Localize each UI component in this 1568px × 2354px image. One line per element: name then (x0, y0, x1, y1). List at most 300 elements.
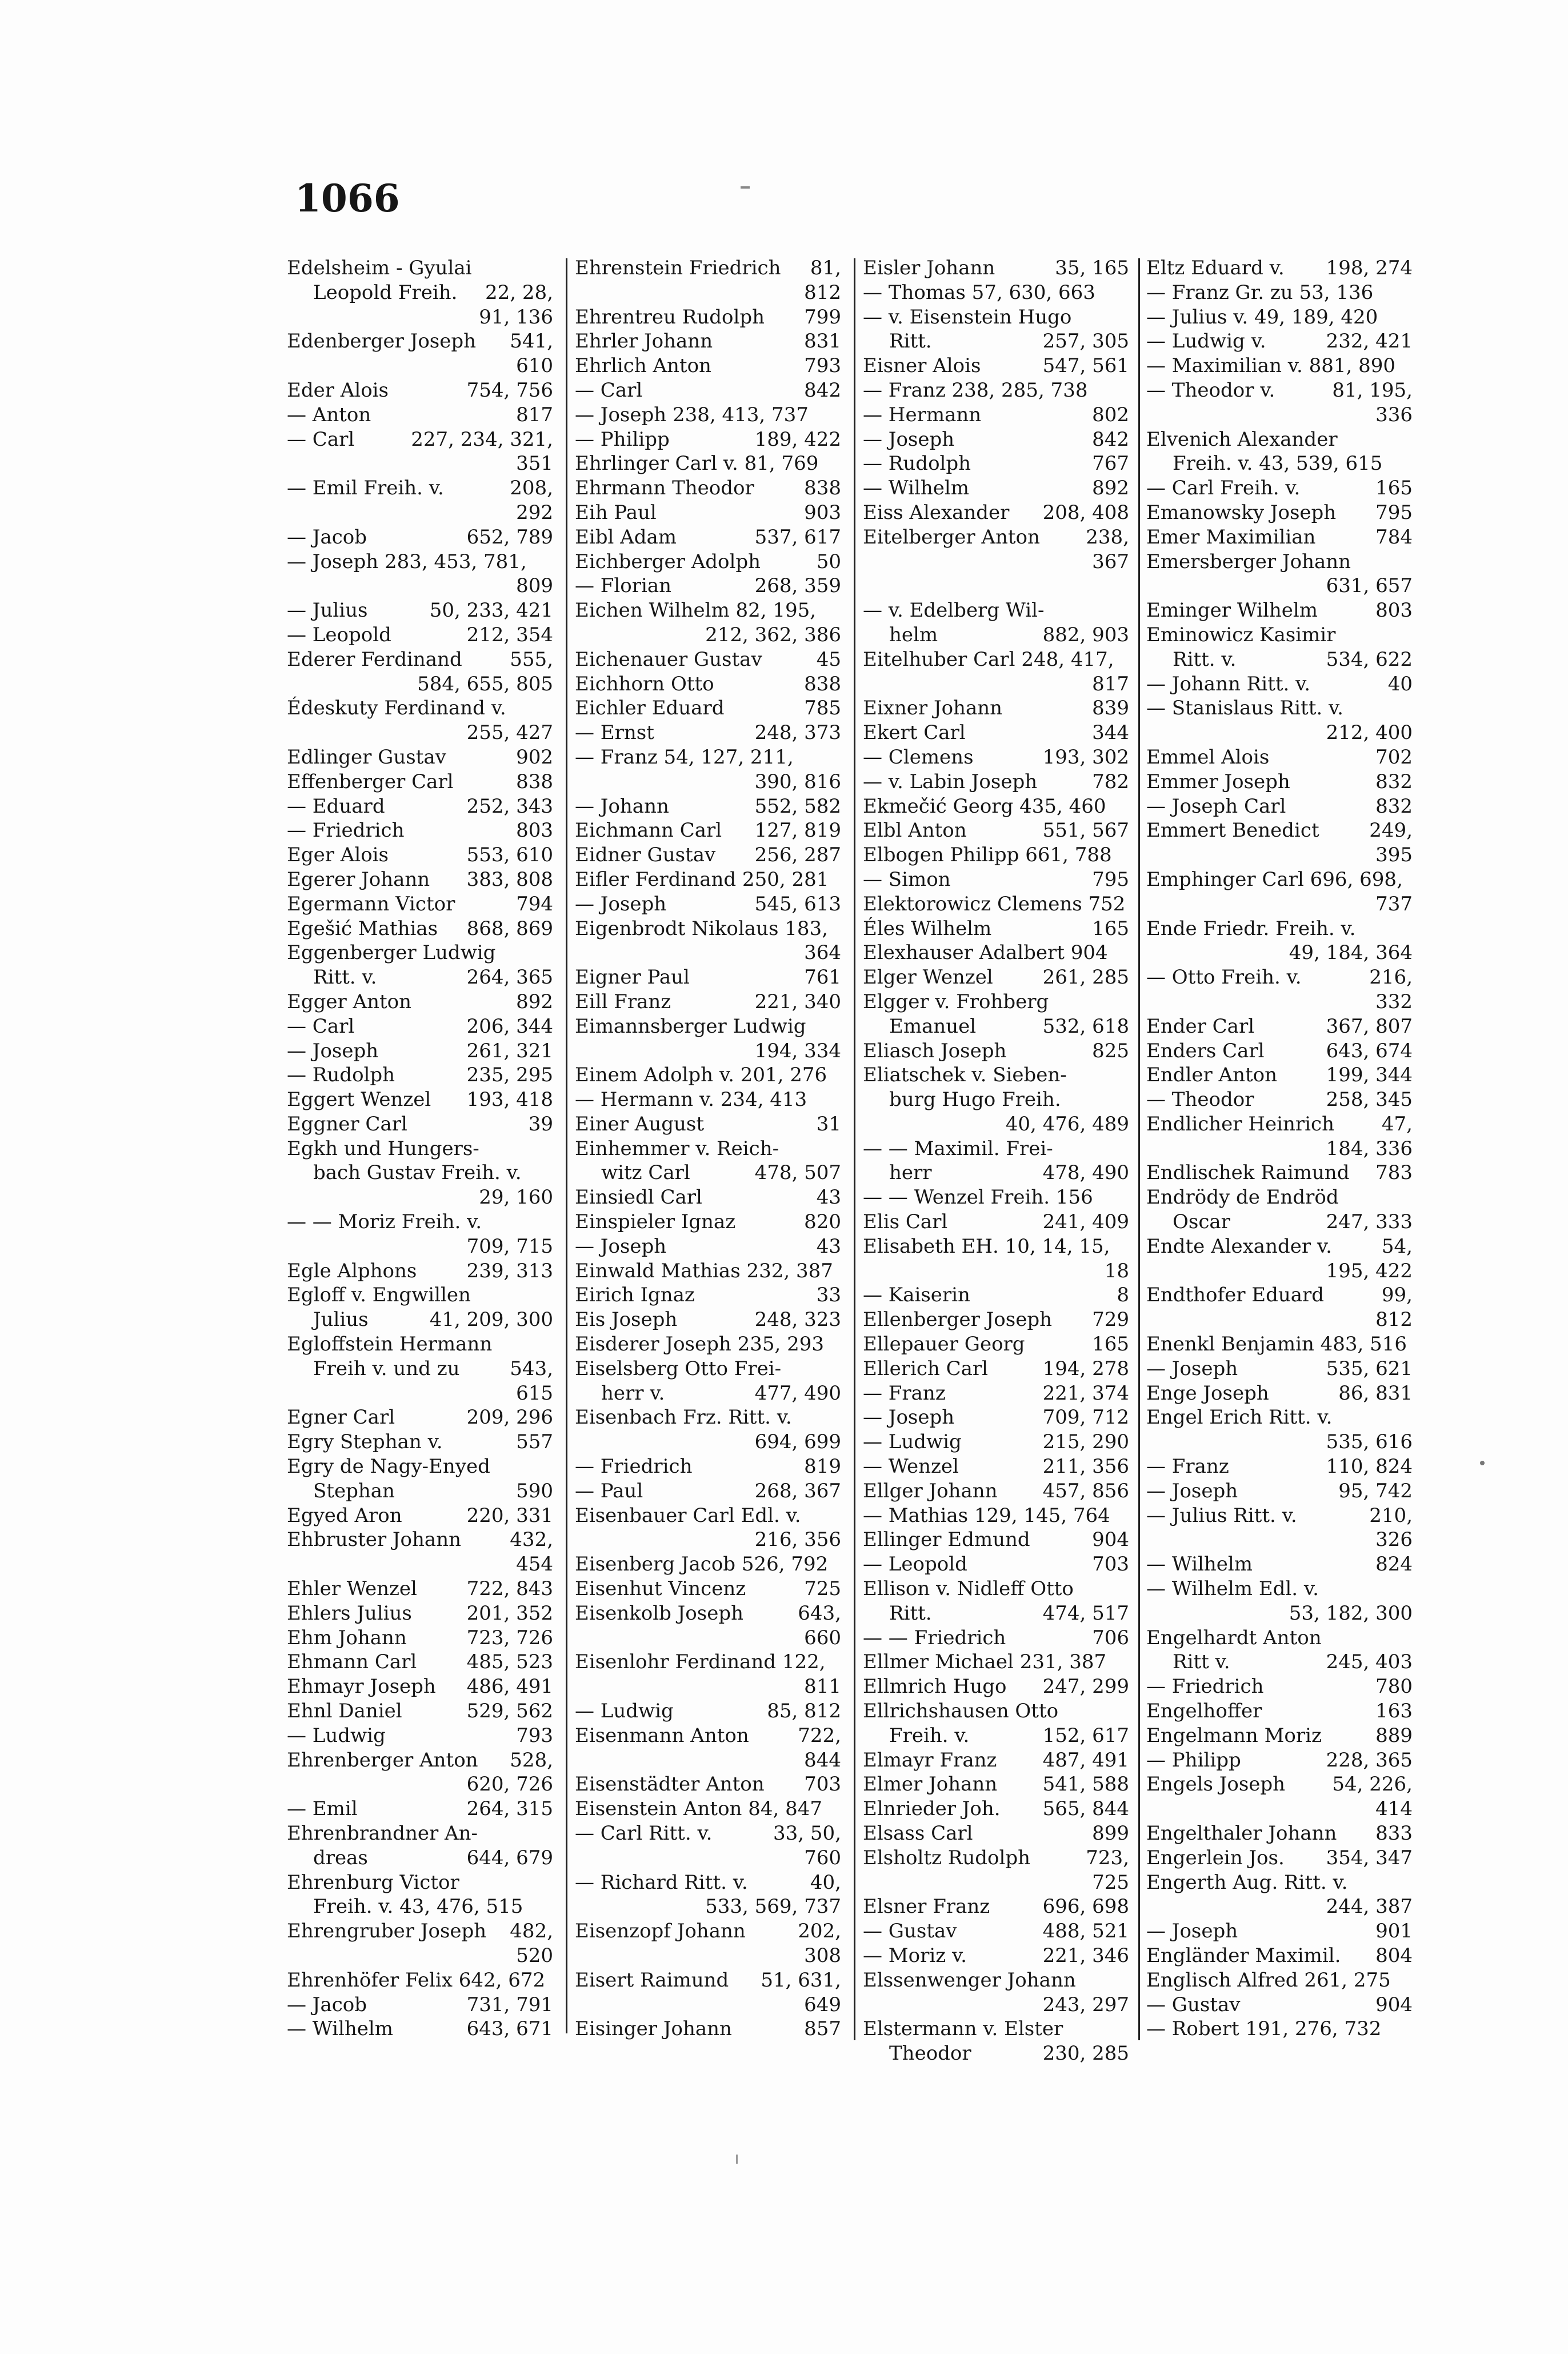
index-entry (287, 1308, 555, 1332)
entry-name: Eitelhuber Carl 248, 417, (863, 648, 1114, 671)
entry-pages: 844 (804, 1748, 841, 1772)
entry-pages: 478, 490 (1042, 1161, 1129, 1185)
entry-pages: 199, 344 (1326, 1064, 1413, 1087)
index-entry (863, 1846, 1131, 1871)
index-entry (1146, 1968, 1415, 1993)
entry-name: Ritt v. (1173, 1650, 1230, 1674)
index-entry (863, 648, 1131, 672)
entry-name: — Theodor v. (1146, 378, 1275, 402)
entry-name: Elektorowicz Clemens 752 (863, 892, 1126, 916)
entry-name: — — Moriz Freih. v. (287, 1210, 482, 1234)
entry-pages: 264, 365 (466, 966, 553, 989)
index-entry (1146, 1650, 1415, 1674)
index-entry (575, 1210, 843, 1234)
entry-pages: 590 (516, 1479, 553, 1502)
index-entry (1146, 451, 1415, 476)
index-entry (287, 818, 555, 843)
entry-name: — Robert 191, 276, 732 (1146, 2017, 1382, 2041)
index-entry (863, 598, 1131, 623)
index-entry (575, 648, 843, 672)
index-entry (575, 354, 843, 378)
index-entry (575, 1528, 843, 1552)
entry-pages: 795 (1375, 501, 1413, 524)
entry-pages: 110, 824 (1326, 1455, 1413, 1478)
index-entry (1146, 1234, 1415, 1259)
entry-name: Edenberger Joseph (287, 330, 477, 353)
entry-name: Ellmrich Hugo (863, 1675, 1007, 1698)
index-entry (575, 1332, 843, 1357)
entry-name: — Hermann v. 234, 413 (575, 1088, 807, 1112)
entry-pages: 395 (1375, 844, 1413, 867)
entry-pages: 54, 226, (1332, 1773, 1413, 1796)
entry-pages: 644, 679 (466, 1846, 553, 1869)
entry-name: — Joseph (863, 427, 955, 451)
entry-name: Eder Alois (287, 378, 389, 402)
index-entry (287, 1234, 555, 1259)
entry-pages: 252, 343 (466, 794, 553, 818)
entry-pages: 268, 359 (754, 574, 841, 598)
entry-name: Ekert Carl (863, 721, 966, 745)
entry-pages: 799 (804, 305, 841, 329)
entry-pages: 547, 561 (1042, 354, 1129, 378)
index-entry (863, 574, 1131, 598)
entry-pages: 81, 195, (1332, 378, 1413, 402)
entry-name: Elstermann v. Elster (863, 2017, 1063, 2041)
index-entry (575, 794, 843, 819)
entry-name: Eisderer Joseph 235, 293 (575, 1333, 825, 1356)
entry-name: — Hermann (863, 403, 982, 426)
entry-name: Endlicher Heinrich (1146, 1112, 1334, 1136)
index-entry (863, 1871, 1131, 1895)
index-entry (287, 1014, 555, 1039)
index-entry (1146, 1259, 1415, 1284)
entry-pages: 243, 297 (1042, 1993, 1129, 2016)
index-entry (287, 892, 555, 917)
index-column-2 (575, 256, 843, 2041)
index-entry (1146, 1283, 1415, 1308)
entry-name: Eisenlohr Ferdinand 122, (575, 1650, 826, 1674)
index-entry (863, 1381, 1131, 1406)
index-entry (863, 476, 1131, 501)
index-entry (863, 1210, 1131, 1234)
index-entry (863, 818, 1131, 843)
index-entry (863, 1577, 1131, 1601)
entry-pages: 486, 491 (466, 1675, 553, 1698)
entry-name: Eigenbrodt Nikolaus 183, (575, 917, 828, 940)
entry-pages: 351 (516, 452, 553, 475)
entry-pages: 209, 296 (466, 1406, 553, 1429)
entry-name: — Joseph 238, 413, 737 (575, 403, 809, 426)
index-entry (575, 1137, 843, 1161)
entry-pages: 206, 344 (466, 1014, 553, 1038)
entry-name: — Franz 238, 285, 738 (863, 378, 1088, 402)
index-entry (575, 1871, 843, 1895)
index-entry (287, 648, 555, 672)
index-entry (863, 1944, 1131, 1968)
index-entry (1146, 1871, 1415, 1895)
entry-name: Ritt. (889, 1601, 932, 1625)
index-entry (1146, 1381, 1415, 1406)
index-entry (287, 965, 555, 990)
entry-name: — Philipp (1146, 1748, 1241, 1772)
index-entry (575, 476, 843, 501)
column-rule-3 (1138, 258, 1140, 2040)
index-entry (287, 1357, 555, 1381)
entry-name: Engelhoffer (1146, 1700, 1262, 1723)
entry-name: — Joseph (1146, 1357, 1238, 1380)
entry-pages: 230, 285 (1042, 2042, 1129, 2065)
entry-name: — Florian (575, 574, 672, 598)
entry-pages: 902 (516, 745, 553, 769)
index-entry (863, 721, 1131, 745)
entry-pages: 780 (1375, 1675, 1413, 1698)
index-entry (575, 451, 843, 476)
index-entry (287, 574, 555, 598)
entry-pages: 535, 616 (1326, 1430, 1413, 1454)
index-entry (287, 1772, 555, 1797)
entry-name: Effenberger Carl (287, 770, 454, 793)
entry-name: Eifler Ferdinand 250, 281 (575, 868, 829, 891)
index-entry (1146, 1674, 1415, 1699)
entry-name: — Ludwig (863, 1430, 962, 1454)
index-entry (1146, 1724, 1415, 1748)
entry-name: Eill Franz (575, 990, 671, 1013)
entry-name: — Carl (287, 427, 355, 451)
entry-name: Ritt. v. (1173, 648, 1237, 671)
entry-name: Freih. v. 43, 476, 515 (313, 1895, 523, 1919)
index-entry (863, 1724, 1131, 1748)
entry-name: Elmayr Franz (863, 1748, 997, 1772)
index-entry (287, 2017, 555, 2041)
entry-pages: 194, 334 (754, 1039, 841, 1062)
entry-pages: 660 (804, 1626, 841, 1649)
entry-pages: 557 (516, 1430, 553, 1454)
index-entry (575, 1552, 843, 1577)
index-entry (863, 1308, 1131, 1332)
entry-pages: 239, 313 (466, 1259, 553, 1282)
entry-name: — Johann Ritt. v. (1146, 672, 1311, 696)
index-entry (1146, 1454, 1415, 1479)
index-entry (1146, 1430, 1415, 1454)
entry-name: Emphinger Carl 696, 698, (1146, 868, 1403, 891)
index-entry (287, 1944, 555, 1968)
index-entry (287, 1846, 555, 1871)
entry-name: Elsner Franz (863, 1895, 990, 1919)
entry-name: — Philipp (575, 427, 670, 451)
entry-name: Eiselsberg Otto Frei- (575, 1357, 782, 1380)
index-entry (575, 403, 843, 427)
entry-name: — Rudolph (863, 452, 971, 475)
top-mark (741, 186, 750, 189)
entry-name: dreas (313, 1846, 368, 1869)
entry-pages: 258, 345 (1326, 1088, 1413, 1112)
margin-dot (1480, 1461, 1485, 1465)
entry-name: Eisenmann Anton (575, 1724, 749, 1747)
entry-pages: 709, 712 (1042, 1406, 1129, 1429)
entry-pages: 210, (1369, 1504, 1413, 1527)
entry-name: — Friedrich (287, 819, 405, 842)
index-entry (575, 1650, 843, 1674)
entry-pages: 241, 409 (1042, 1210, 1129, 1234)
entry-name: — v. Eisenstein Hugo (863, 305, 1072, 329)
index-entry (863, 1674, 1131, 1699)
entry-name: Eichhorn Otto (575, 672, 714, 696)
entry-pages: 86, 831 (1338, 1381, 1413, 1405)
index-entry (575, 1919, 843, 1944)
entry-name: Ekmečić Georg 435, 460 (863, 794, 1106, 818)
entry-name: Ehbruster Johann (287, 1528, 461, 1552)
entry-pages: 643, 674 (1326, 1039, 1413, 1062)
index-entry (575, 818, 843, 843)
entry-pages: 584, 655, 805 (417, 672, 553, 696)
entry-pages: 488, 521 (1042, 1920, 1129, 1943)
entry-name: Ederer Ferdinand (287, 648, 462, 671)
index-entry (863, 965, 1131, 990)
entry-pages: 35, 165 (1055, 257, 1129, 279)
index-entry (287, 1381, 555, 1406)
index-entry (1146, 1919, 1415, 1944)
entry-name: — Leopold (287, 623, 391, 646)
entry-name: — Eduard (287, 794, 385, 818)
entry-name: Eisinger Johann (575, 2017, 732, 2041)
index-entry (1146, 868, 1415, 892)
index-entry (575, 1699, 843, 1724)
index-entry (863, 403, 1131, 427)
index-entry (1146, 403, 1415, 427)
index-column-4 (1146, 256, 1415, 2041)
entry-name: Eminowicz Kasimir (1146, 623, 1336, 646)
entry-name: herr (889, 1161, 932, 1185)
index-entry (863, 329, 1131, 354)
index-entry (287, 451, 555, 476)
entry-pages: 785 (804, 697, 841, 720)
entry-name: Elbl Anton (863, 819, 967, 842)
entry-name: — Franz 54, 127, 211, (575, 745, 794, 769)
index-entry (863, 451, 1131, 476)
index-entry (1146, 696, 1415, 721)
index-entry (1146, 1088, 1415, 1112)
entry-name: — — Friedrich (863, 1626, 1006, 1649)
index-entry (863, 623, 1131, 648)
entry-name: Eliasch Joseph (863, 1039, 1007, 1062)
entry-pages: 367 (1092, 550, 1129, 573)
entry-name: Emersberger Johann (1146, 550, 1351, 573)
entry-pages: 195, 422 (1326, 1259, 1413, 1282)
index-entry (1146, 818, 1415, 843)
entry-pages: 383, 808 (466, 868, 553, 891)
entry-name: Egloff v. Engwillen (287, 1284, 471, 1307)
entry-name: — Emil Freih. v. (287, 477, 444, 500)
entry-pages: 344 (1092, 721, 1129, 745)
index-entry (287, 1919, 555, 1944)
entry-name: Stephan (313, 1479, 395, 1502)
index-entry (863, 354, 1131, 378)
index-entry (575, 1895, 843, 1919)
entry-pages: 838 (516, 770, 553, 793)
entry-name: Eichenauer Gustav (575, 648, 762, 671)
entry-pages: 152, 617 (1042, 1724, 1129, 1747)
entry-pages: 212, 400 (1326, 721, 1413, 745)
entry-name: Ehrenbrandner An- (287, 1822, 478, 1845)
index-entry (863, 1748, 1131, 1773)
entry-name: Edelsheim - Gyulai (287, 257, 472, 279)
index-entry (287, 305, 555, 330)
index-entry (575, 501, 843, 525)
entry-pages: 49, 184, 364 (1289, 941, 1413, 965)
entry-name: Egner Carl (287, 1406, 395, 1429)
entry-name: Enenkl Benjamin 483, 516 (1146, 1333, 1407, 1356)
entry-pages: 201, 352 (466, 1601, 553, 1625)
entry-name: Endthofer Eduard (1146, 1284, 1325, 1307)
entry-name: Engerlein Jos. (1146, 1846, 1285, 1869)
entry-name: Egger Anton (287, 990, 412, 1013)
index-entry (575, 1185, 843, 1210)
entry-name: Elgger v. Frohberg (863, 990, 1049, 1013)
entry-name: Engel Erich Ritt. v. (1146, 1406, 1333, 1429)
entry-pages: 795 (1092, 868, 1129, 891)
index-entry (863, 2041, 1131, 2066)
entry-pages: 760 (804, 1846, 841, 1869)
entry-pages: 202, (798, 1920, 841, 1943)
entry-pages: 903 (804, 501, 841, 524)
entry-name: Englisch Alfred 261, 275 (1146, 1968, 1391, 1992)
entry-name: Endlischek Raimund (1146, 1161, 1350, 1185)
entry-name: Elsholtz Rudolph (863, 1846, 1031, 1869)
index-entry (863, 745, 1131, 770)
index-entry (287, 917, 555, 941)
entry-pages: 41, 209, 300 (429, 1308, 553, 1332)
entry-pages: 541, 588 (1042, 1773, 1129, 1796)
entry-name: — Friedrich (1146, 1675, 1264, 1698)
entry-name: — Stanislaus Ritt. v. (1146, 697, 1343, 720)
entry-name: Eggenberger Ludwig (287, 941, 496, 965)
index-entry (863, 892, 1131, 917)
entry-name: Eggert Wenzel (287, 1088, 431, 1112)
entry-pages: 706 (1092, 1626, 1129, 1649)
index-entry (1146, 1552, 1415, 1577)
index-entry (287, 281, 555, 305)
index-entry (863, 1552, 1131, 1577)
entry-pages: 216, (1369, 966, 1413, 989)
index-entry (287, 403, 555, 427)
entry-name: Eisenbach Frz. Ritt. v. (575, 1406, 792, 1429)
entry-name: Ellepauer Georg (863, 1333, 1025, 1356)
entry-name: — Emil (287, 1797, 358, 1821)
entry-pages: 528, (510, 1748, 553, 1772)
entry-name: — — Maximil. Frei- (863, 1137, 1053, 1160)
entry-name: — Wenzel (863, 1455, 959, 1478)
entry-name: Ehrmann Theodor (575, 477, 754, 500)
entry-name: — Franz Gr. zu 53, 136 (1146, 281, 1374, 304)
entry-name: Endler Anton (1146, 1064, 1278, 1087)
index-entry (287, 427, 555, 452)
entry-pages: 487, 491 (1042, 1748, 1129, 1772)
entry-pages: 33, 50, (773, 1822, 841, 1845)
entry-pages: 545, 613 (754, 892, 841, 916)
entry-name: Einspieler Ignaz (575, 1210, 736, 1234)
entry-pages: 552, 582 (754, 794, 841, 818)
entry-name: Eggner Carl (287, 1112, 407, 1136)
entry-name: — Moriz v. (863, 1944, 967, 1967)
entry-name: — Gustav (1146, 1993, 1241, 2016)
entry-pages: 326 (1375, 1528, 1413, 1552)
index-entry (863, 2017, 1131, 2041)
index-entry (575, 1479, 843, 1504)
index-entry (287, 1748, 555, 1773)
entry-pages: 238, (1086, 525, 1129, 549)
entry-pages: 215, 290 (1042, 1430, 1129, 1454)
entry-pages: 703 (804, 1773, 841, 1796)
index-entry (287, 550, 555, 574)
entry-name: Endrödy de Endröd (1146, 1186, 1339, 1209)
index-entry (1146, 1504, 1415, 1528)
entry-name: — — Wenzel Freih. 156 (863, 1186, 1093, 1209)
index-entry (863, 256, 1131, 281)
entry-pages: 839 (1092, 697, 1129, 720)
index-entry (863, 1993, 1131, 2017)
entry-name: Eichler Eduard (575, 697, 725, 720)
index-entry (575, 892, 843, 917)
index-entry (863, 696, 1131, 721)
entry-pages: 709, 715 (466, 1234, 553, 1258)
entry-name: Engländer Maximil. (1146, 1944, 1341, 1967)
entry-name: — Clemens (863, 745, 974, 769)
entry-pages: 882, 903 (1042, 623, 1129, 646)
entry-pages: 541, (510, 330, 553, 353)
index-entry (1146, 892, 1415, 917)
index-entry (863, 525, 1131, 550)
entry-name: Elis Carl (863, 1210, 948, 1234)
entry-name: Ehlers Julius (287, 1601, 412, 1625)
entry-pages: 535, 621 (1326, 1357, 1413, 1380)
index-entry (287, 623, 555, 648)
entry-name: Ellinger Edmund (863, 1528, 1030, 1552)
entry-name: — Joseph Carl (1146, 794, 1286, 818)
entry-name: — Thomas 57, 630, 663 (863, 281, 1095, 304)
entry-pages: 477, 490 (754, 1381, 841, 1405)
index-entry (1146, 990, 1415, 1014)
entry-name: Eichberger Adolph (575, 550, 761, 573)
bottom-mark (736, 2155, 738, 2164)
entry-pages: 193, 418 (466, 1088, 553, 1112)
entry-name: Ehmayr Joseph (287, 1675, 436, 1698)
index-entry (1146, 1797, 1415, 1821)
entry-pages: 232, 421 (1326, 330, 1413, 353)
entry-pages: 892 (516, 990, 553, 1013)
index-entry (287, 354, 555, 378)
entry-pages: 193, 302 (1042, 745, 1129, 769)
entry-pages: 731, 791 (466, 1993, 553, 2016)
index-entry (863, 1772, 1131, 1797)
index-entry (863, 1039, 1131, 1064)
entry-name: Engerth Aug. Ritt. v. (1146, 1871, 1348, 1894)
entry-name: Elexhauser Adalbert 904 (863, 941, 1108, 965)
entry-pages: 643, 671 (466, 2017, 553, 2041)
index-entry (287, 1283, 555, 1308)
index-entry (287, 990, 555, 1014)
entry-pages: 53, 182, 300 (1289, 1601, 1413, 1625)
entry-pages: 165 (1092, 917, 1129, 940)
index-entry (1146, 354, 1415, 378)
entry-pages: 255, 427 (466, 721, 553, 745)
entry-name: — Joseph (863, 1406, 955, 1429)
index-entry (287, 1699, 555, 1724)
entry-name: Eimannsberger Ludwig (575, 1014, 806, 1038)
index-entry (287, 843, 555, 868)
index-entry (1146, 1821, 1415, 1846)
entry-pages: 244, 387 (1326, 1895, 1413, 1919)
entry-name: — Leopold (863, 1553, 967, 1576)
